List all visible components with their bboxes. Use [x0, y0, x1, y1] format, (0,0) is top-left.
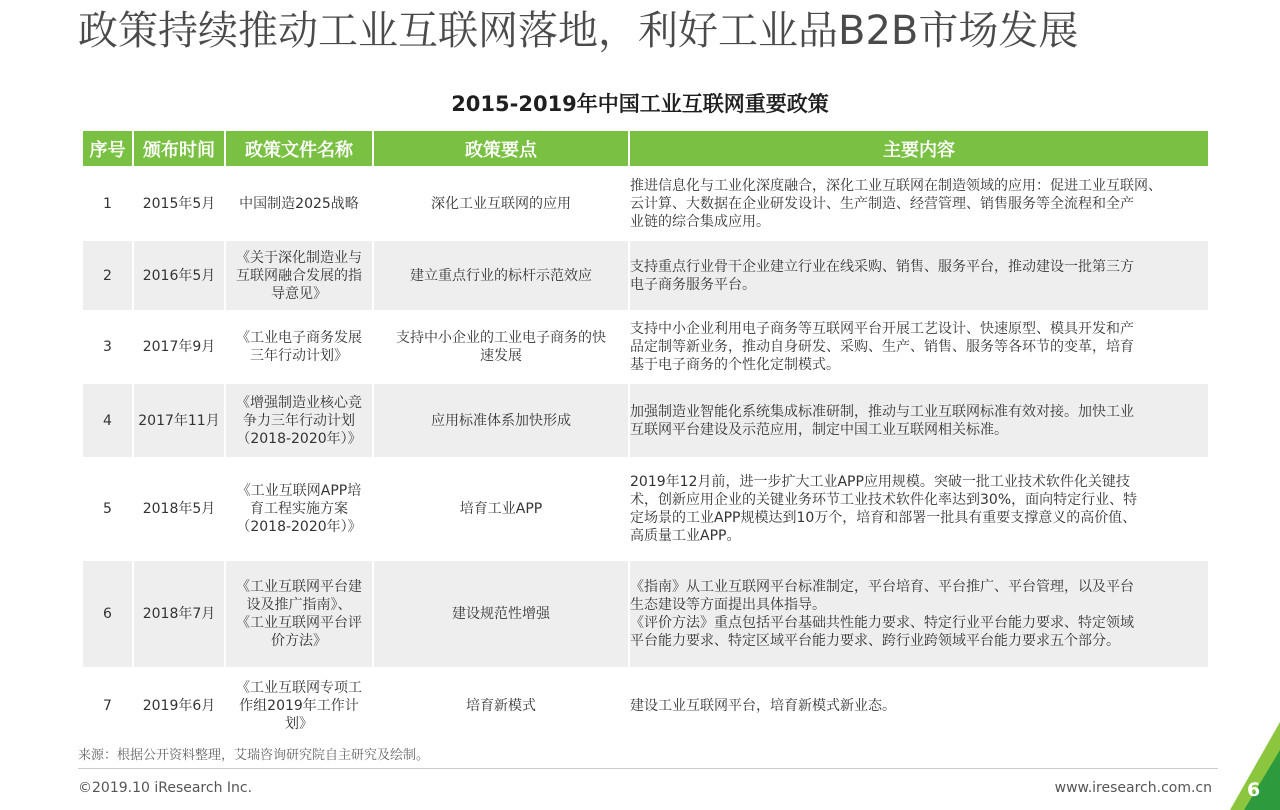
cell-policy-point-line: 培育工业APP: [459, 501, 543, 517]
cell-policy-name: [225, 667, 373, 745]
cell-policy-name-line: （2018-2020年）》: [236, 430, 362, 447]
cell-no: 1: [83, 166, 133, 241]
cell-policy-name-line: 育工程实施方案: [250, 501, 348, 517]
cell-policy-point: [373, 310, 629, 384]
cell-date: 2015年5月: [133, 166, 225, 241]
cell-policy-point: [373, 457, 629, 561]
cell-content: [629, 561, 1208, 667]
website-link: www.iresearch.com.cn: [1054, 780, 1212, 796]
cell-policy-name: [225, 310, 373, 384]
cell-policy-name: [225, 457, 373, 561]
cell-policy-point-line: 建立重点行业的标杆示范效应: [410, 267, 592, 284]
cell-content: [629, 384, 1208, 457]
cell-policy-name-line: 《关于深化制造业与: [236, 249, 362, 266]
header-point: 政策要点: [373, 131, 629, 166]
cell-policy-name: [225, 166, 373, 241]
cell-date: 2017年11月: [133, 384, 225, 457]
cell-policy-point: [373, 241, 629, 310]
cell-no: 2: [83, 241, 133, 310]
cell-content-line: 平台能力要求、特定区域平台能力要求、跨行业跨领域平台能力要求五个部分。: [630, 633, 1120, 649]
cell-content-line: 业链的综合集成应用。: [630, 213, 770, 230]
cell-content-line: 品定制等新业务，推动自身研发、采购、生产、销售、服务等各环节的变革，培育: [630, 339, 1134, 355]
cell-content-line: 电子商务服务平台。: [630, 276, 756, 293]
cell-policy-name-line: 价方法》: [271, 633, 327, 649]
table-header-row: [83, 131, 1208, 166]
cell-policy-name-line: 《工业互联网平台建: [236, 579, 362, 595]
cell-policy-point: [373, 561, 629, 667]
source-note: 来源：根据公开资料整理，艾瑞咨询研究院自主研究及绘制。: [78, 748, 430, 763]
cell-content-line: 《指南》从工业互联网平台标准制定，平台培育、平台推广、平台管理，以及平台: [630, 579, 1134, 595]
cell-content: [629, 166, 1208, 241]
cell-content: [629, 241, 1208, 310]
cell-policy-point-line: 支持中小企业的工业电子商务的快: [396, 330, 606, 346]
cell-no: 3: [83, 310, 133, 384]
slide-title: 政策持续推动工业互联网落地，利好工业品B2B市场发展: [78, 8, 1079, 54]
table-row: [83, 241, 1208, 310]
cell-policy-name-line: 争力三年行动计划: [243, 412, 355, 429]
cell-policy-point-line: 深化工业互联网的应用: [431, 195, 571, 212]
cell-content-line: 支持重点行业骨干企业建立行业在线采购、销售、服务平台，推动建设一批第三方: [630, 258, 1134, 275]
cell-content-line: 2019年12月前，进一步扩大工业APP应用规模。突破一批工业技术软件化关键技: [630, 474, 1130, 490]
cell-policy-name-line: 设及推广指南》、: [246, 597, 352, 613]
page-number: 6: [1247, 779, 1261, 801]
cell-content-line: 建设工业互联网平台，培育新模式新业态。: [630, 698, 896, 714]
cell-content-line: 云计算、大数据在企业研发设计、生产制造、经营管理、销售服务等全流程和全产: [630, 195, 1134, 212]
cell-content-line: 加强制造业智能化系统集成标准研制，推动与工业互联网标准有效对接。加快工业: [630, 403, 1134, 420]
table-title: 2015-2019年中国工业互联网重要政策: [451, 92, 829, 116]
cell-policy-name-line: 《工业互联网平台评: [236, 615, 362, 631]
cell-date: 2018年7月: [133, 561, 225, 667]
cell-content-line: 《评价方法》重点包括平台基础共性能力要求、特定行业平台能力要求、特定领域: [630, 615, 1134, 631]
cell-policy-point-line: 培育新模式: [466, 698, 536, 714]
cell-date: 2016年5月: [133, 241, 225, 310]
cell-policy-name-line: 《工业电子商务发展: [236, 330, 362, 346]
cell-policy-name: [225, 384, 373, 457]
table-row: [83, 457, 1208, 561]
cell-policy-name-line: 《工业互联网专项工: [236, 680, 362, 696]
cell-policy-point: [373, 384, 629, 457]
policy-table: [83, 131, 1208, 745]
cell-date: 2017年9月: [133, 310, 225, 384]
cell-policy-name-line: （2018-2020年）》: [236, 519, 362, 535]
cell-content-line: 推进信息化与工业化深度融合，深化工业互联网在制造领域的应用：促进工业互联网、: [630, 177, 1162, 194]
table-row: [83, 310, 1208, 384]
cell-content-line: 术，创新应用企业的关键业务环节工业技术软件化率达到30%，面向特定行业、特: [630, 492, 1138, 508]
cell-content: [629, 457, 1208, 561]
cell-content-line: 支持中小企业利用电子商务等互联网平台开展工艺设计、快速原型、模具开发和产: [630, 321, 1134, 337]
cell-policy-name-line: 划》: [285, 716, 313, 732]
cell-policy-name-line: 《工业互联网APP培: [236, 483, 362, 499]
header-name: 政策文件名称: [225, 131, 373, 166]
cell-policy-point-line: 建设规范性增强: [452, 606, 550, 622]
cell-policy-name-line: 中国制造2025战略: [239, 195, 359, 212]
cell-policy-point-line: 速发展: [480, 348, 522, 364]
cell-no: 5: [83, 457, 133, 561]
cell-policy-name-line: 作组2019年工作计: [239, 698, 359, 714]
cell-policy-name-line: 《增强制造业核心竞: [236, 394, 362, 411]
cell-content-line: 定场景的工业APP规模达到10万个，培育和部署一批具有重要支撑意义的高价值、: [630, 510, 1137, 526]
cell-content: [629, 310, 1208, 384]
table-row: [83, 166, 1208, 241]
cell-no: 6: [83, 561, 133, 667]
header-content: 主要内容: [629, 131, 1208, 166]
cell-content: [629, 667, 1208, 745]
table-row: [83, 384, 1208, 457]
cell-policy-name: [225, 561, 373, 667]
cell-policy-point: [373, 166, 629, 241]
cell-content-line: 基于电子商务的个性化定制模式。: [630, 357, 840, 373]
cell-policy-point: [373, 667, 629, 745]
cell-date: 2019年6月: [133, 667, 225, 745]
table-row: [83, 667, 1208, 745]
cell-policy-name-line: 互联网融合发展的指: [236, 267, 362, 284]
header-no: 序号: [83, 131, 133, 166]
cell-policy-name: [225, 241, 373, 310]
table-row: [83, 561, 1208, 667]
cell-policy-point-line: 应用标准体系加快形成: [431, 412, 571, 429]
cell-content-line: 生态建设等方面提出具体指导。: [630, 597, 826, 613]
cell-no: 4: [83, 384, 133, 457]
cell-policy-name-line: 导意见》: [271, 285, 327, 302]
footer-divider: [78, 768, 1218, 769]
cell-content-line: 高质量工业APP。: [630, 528, 741, 544]
copyright: ©2019.10 iResearch Inc.: [78, 780, 253, 796]
cell-date: 2018年5月: [133, 457, 225, 561]
cell-content-line: 互联网平台建设及示范应用，制定中国工业互联网相关标准。: [630, 421, 1008, 438]
cell-no: 7: [83, 667, 133, 745]
header-date: 颁布时间: [133, 131, 225, 166]
table-body: [83, 166, 1208, 745]
cell-policy-name-line: 三年行动计划》: [250, 348, 348, 364]
